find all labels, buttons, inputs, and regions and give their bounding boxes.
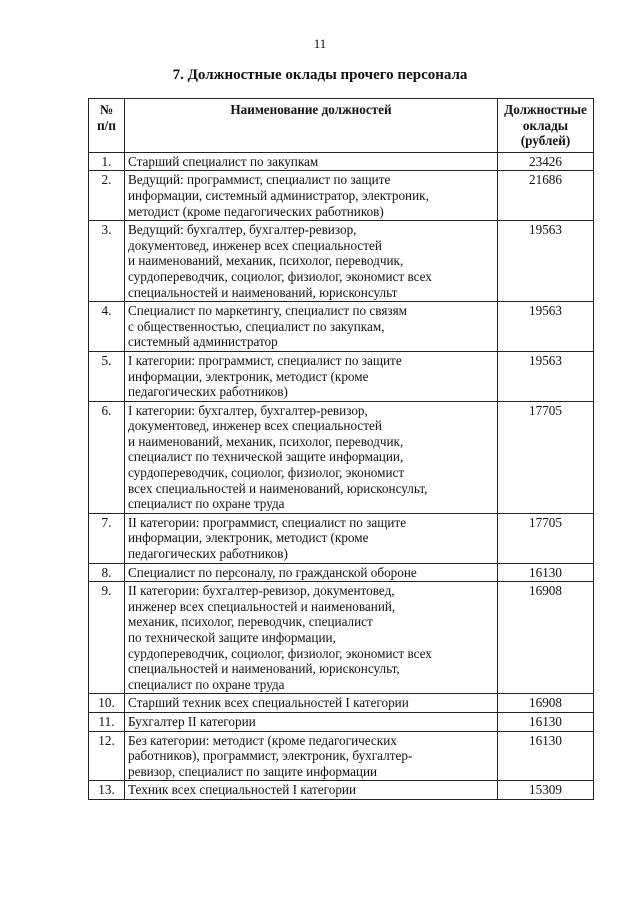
row-number-cell: 1.	[89, 152, 125, 171]
salary-cell: 17705	[498, 401, 594, 513]
table-row	[89, 152, 594, 171]
row-number-cell: 7.	[89, 513, 125, 563]
position-name-cell: Специалист по маркетингу, специалист по связям с общественностью, специалист по закупкам, системный администратор	[125, 302, 498, 352]
table-header-row	[89, 99, 594, 153]
table-row	[89, 302, 594, 352]
table-row	[89, 781, 594, 800]
row-number-cell: 8.	[89, 563, 125, 582]
salary-cell: 16908	[498, 694, 594, 713]
salary-cell: 15309	[498, 781, 594, 800]
salary-cell: 17705	[498, 513, 594, 563]
salary-cell: 23426	[498, 152, 594, 171]
salary-cell: 19563	[498, 351, 594, 401]
header-number: № п/п	[89, 99, 125, 153]
position-name-cell: I категории: программист, специалист по защите информации, электроник, методист (кроме педагогических работников)	[125, 351, 498, 401]
position-name-cell: Старший техник всех специальностей I категории	[125, 694, 498, 713]
salary-cell: 19563	[498, 221, 594, 302]
row-number-cell: 2.	[89, 171, 125, 221]
row-number-cell: 12.	[89, 731, 125, 781]
table-row	[89, 401, 594, 513]
salary-table	[88, 98, 594, 800]
salary-cell: 19563	[498, 302, 594, 352]
header-position: Наименование должностей	[125, 99, 498, 153]
row-number-cell: 10.	[89, 694, 125, 713]
salary-cell: 16908	[498, 582, 594, 694]
row-number-cell: 13.	[89, 781, 125, 800]
position-name-cell: Без категории: методист (кроме педагогических работников), программист, электроник, бухгалтер- ревизор, специалист по защите информации	[125, 731, 498, 781]
table-row	[89, 563, 594, 582]
table-row	[89, 712, 594, 731]
table-row	[89, 513, 594, 563]
table-row	[89, 694, 594, 713]
header-salary: Должностные оклады (рублей)	[498, 99, 594, 153]
position-name-cell: II категории: бухгалтер-ревизор, документовед, инженер всех специальностей и наименований, механик, психолог, переводчик, специалист по технической защите информации, сурдопереводчик, социолог, физиолог, экономист всех специальностей и наименований, юрисконсульт, специалист по охране труда	[125, 582, 498, 694]
position-name-cell: Старший специалист по закупкам	[125, 152, 498, 171]
position-name-cell: Техник всех специальностей I категории	[125, 781, 498, 800]
table-row	[89, 221, 594, 302]
row-number-cell: 4.	[89, 302, 125, 352]
section-title: 7. Должностные оклады прочего персонала	[172, 67, 468, 83]
table-row	[89, 351, 594, 401]
row-number-cell: 6.	[89, 401, 125, 513]
table-row	[89, 171, 594, 221]
row-number-cell: 11.	[89, 712, 125, 731]
row-number-cell: 9.	[89, 582, 125, 694]
page-number: 11	[313, 36, 327, 51]
table-row	[89, 731, 594, 781]
position-name-cell: Бухгалтер II категории	[125, 712, 498, 731]
position-name-cell: I категории: бухгалтер, бухгалтер-ревизор, документовед, инженер всех специальностей и наименований, механик, психолог, переводчик, специалист по технической защите информации, сурдопереводчик, социолог, физиолог, экономист всех специальностей и наименований, юрисконсульт, специалист по охране труда	[125, 401, 498, 513]
salary-cell: 16130	[498, 563, 594, 582]
row-number-cell: 3.	[89, 221, 125, 302]
position-name-cell: Ведущий: бухгалтер, бухгалтер-ревизор, документовед, инженер всех специальностей и наименований, механик, психолог, переводчик, сурдопереводчик, социолог, физиолог, экономист всех специальностей и наименований, юрисконсульт	[125, 221, 498, 302]
salary-cell: 21686	[498, 171, 594, 221]
row-number-cell: 5.	[89, 351, 125, 401]
table-row	[89, 582, 594, 694]
position-name-cell: Ведущий: программист, специалист по защите информации, системный администратор, электроник, методист (кроме педагогических работников)	[125, 171, 498, 221]
salary-cell: 16130	[498, 731, 594, 781]
salary-cell: 16130	[498, 712, 594, 731]
position-name-cell: II категории: программист, специалист по защите информации, электроник, методист (кроме педагогических работников)	[125, 513, 498, 563]
position-name-cell: Специалист по персоналу, по гражданской обороне	[125, 563, 498, 582]
